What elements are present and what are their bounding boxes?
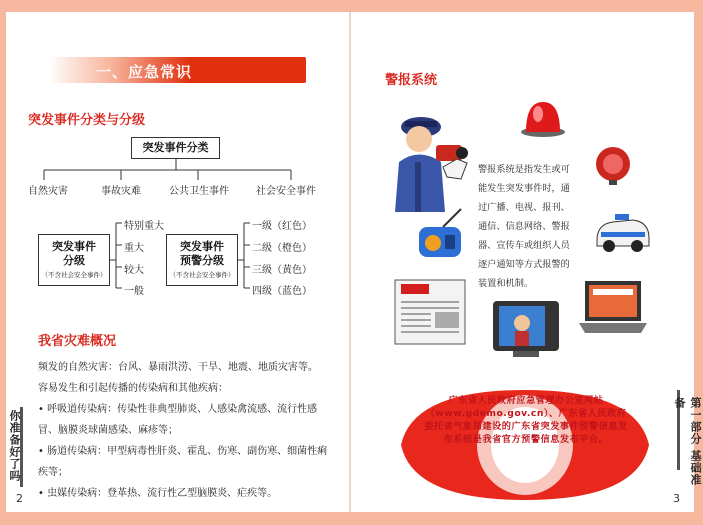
television-icon [489,297,564,362]
warning-level-4: 四级（蓝色） [252,286,312,297]
paragraph: 容易发生和引起传播的传染病和其他疾病： [38,383,228,394]
section-title: 一、应急常识 [95,63,192,81]
paragraph: • 肠道传染病：甲型病毒性肝炎、霍乱、伤寒、副伤寒、细菌性痢疾等； [38,446,328,478]
official-platform-text: 广东省人民政府应急管理办公室网站（www.gdemo.gov.cn）、广东省人民政府委托省气象局建设的广东省突发事件预警信息发布系统是我省官方预警信息发布平台。 [424,395,628,445]
paragraph: • 虫媒传染病：登革热、流行性乙型脑膜炎、疟疾等。 [38,488,278,499]
side-label-left: 你准备好了吗 [8,410,21,482]
grade-box-title1: 突发事件 [52,240,96,253]
alarm-bell-icon [586,140,641,185]
grade-level-4: 一般 [124,286,144,297]
grade-level-2: 重大 [124,243,144,254]
paragraph: 频发的自然灾害：台风、暴雨洪涝、干旱、地震、地质灾害等。 [38,362,318,373]
right-page [351,12,702,512]
subheading-alarm-system: 警报系统 [385,73,438,88]
category-natural: 自然灾害 [28,186,68,197]
grade-box-title2: 分级 [63,254,85,267]
grade-level-1: 特别重大 [124,221,164,232]
laptop-icon [575,277,650,342]
radio-icon [413,207,468,262]
grade-box-note: （不含社会安全事件） [41,271,107,279]
warning-box-title1: 突发事件 [180,240,224,253]
category-health: 公共卫生事件 [169,186,229,197]
warning-level-3: 三级（黄色） [252,265,312,276]
page-number-right: 3 [673,492,680,505]
police-car-icon [591,202,653,257]
grade-box [38,234,110,286]
subheading-province-disasters: 我省灾难概况 [38,334,117,349]
police-officer-illustration [381,107,476,217]
paragraph: • 呼吸道传染病：传染性非典型肺炎、人感染禽流感、流行性感冒、脑膜炎球菌感染、麻疹等； [38,404,318,436]
category-security: 社会安全事件 [256,186,316,197]
warning-level-2: 二级（橙色） [252,243,312,254]
left-page [6,12,349,512]
subheading-classification: 突发事件分类与分级 [28,113,146,128]
category-accident: 事故灾难 [101,186,141,197]
newspaper-icon [391,274,471,349]
warning-box-note: （不含社会安全事件） [169,271,235,279]
warning-level-1: 一级（红色） [252,221,312,232]
siren-light-icon [516,94,571,139]
alarm-system-description: 警报系统是指发生或可能发生突发事件时，通过广播、电视、报刊、通信、信息网络、警报器、宣传车或组织人员逐户通知等方式报警的装置和机制。 [478,164,570,289]
classification-root-box: 突发事件分类 [131,137,220,159]
warning-box [166,234,238,286]
disaster-overview-text [28,357,333,504]
side-label-right: 第一部分 基础准备 [673,397,702,486]
warning-box-title2: 预警分级 [180,254,224,267]
grade-level-3: 较大 [124,265,144,276]
page-number-left: 2 [16,492,23,505]
